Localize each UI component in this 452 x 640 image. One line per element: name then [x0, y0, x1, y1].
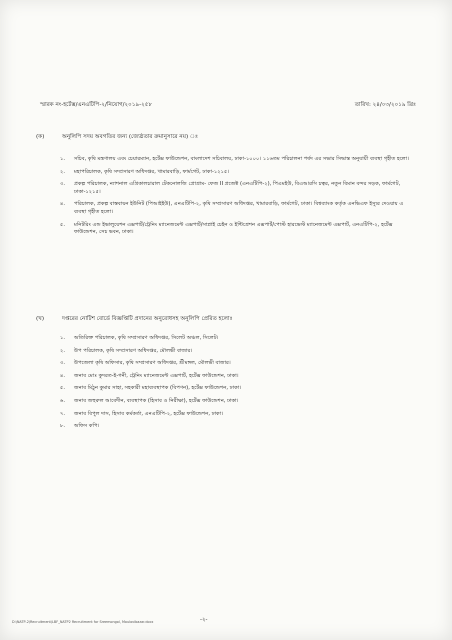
- section-kh-mark: (খ): [36, 316, 45, 322]
- list-item: ২. উপ পরিচালক, কৃষি সম্প্রসারণ অধিদপ্তর, মৌলভী বাজার।: [60, 347, 193, 354]
- section-k-heading: [36, 133, 198, 142]
- list-item: ১. সচিব, কৃষি মন্ত্রণালয় এবং চেয়ারম্যান, হর্টেক্স ফাউন্ডেশন, বাংলাদেশ সচিবালয়, ঢাকা-১০০০। ১১৬তম পরিচালনা পর্ষদ এর সভার সিদ্ধান্ত অনুযায়ী ব্যবস্থা গৃহীত হলো।: [60, 156, 410, 162]
- list-item: ২. মহাপরিচালক, কৃষি সম্প্রসারণ অধিদপ্তর, খামারবাড়ি, ফার্মগেট, ঢাকা-১২১৫।: [60, 168, 230, 175]
- section-kh-heading: [36, 315, 233, 324]
- memo-number: স্মারক নং-হর্টেক্স/এনএটিপি-২/নিয়োগ/২০১৯-২৫৮: [40, 102, 152, 108]
- memo-reference-line: [40, 101, 416, 110]
- list-item: ৫. মনিটরিং এন্ড ইভালুয়েশন এক্সপার্ট/ট্রেনিং ম্যানেজমেন্ট এক্সপার্ট/সাপ্লাই চেইন ও ইন্টিগ্রেশন এক্সপার্ট/পোস্ট হারভেস্ট ম্যানেজমেন্ট এক্সপার্ট, এনএটিপি-২, হর্টেক্স ফাউন্ডেশন, সেচ ভবন, ঢাকা।: [60, 221, 393, 236]
- footer-file-path: D:\NATP-2\Recruitment\LBF_NATP2 Recruitment for Sreemongol, Moulovibazar.docx: [12, 620, 154, 624]
- memo-date: তারিখ: ২৪/০৩/২০১৯ খ্রিঃ: [354, 102, 416, 108]
- list-item: ৪. জনাব মোঃ কুদরত-ই-গনী, ট্রেনিং ম্যানেজমেন্ট এক্সপার্ট, হর্টেক্স ফাউন্ডেশন, ঢাকা।: [60, 372, 239, 379]
- section-k-title: অনুলিপি সদয় অবগতির জন্য (জ্যেষ্ঠতার ক্রমানুসারে নয়) ঃ: [62, 134, 199, 140]
- list-item: ৪. পরিচালক, প্রকল্প বাস্তবায়ন ইউনিট (পিআইইউ), এনএটিপি-২, কৃষি সম্প্রসারণ অধিদপ্তর, খামারবাড়ি, ফার্মগেট, ঢাকা। বিশ্বব্যাংক কর্তৃক এনভিএফ ইস্যুর দেওয়ায় এ ব্যবস্থা গৃহীত হলো।: [60, 201, 404, 215]
- list-item: ৮. অফিস কপি।: [60, 423, 100, 430]
- section-k-mark: (ক): [36, 134, 45, 140]
- section-kh-title: দপ্তরের নোটিশ বোর্ডে বিজ্ঞপ্তিটি প্রদানের অনুরোধসহ অনুলিপি প্রেরিত হলোঃ: [62, 316, 233, 322]
- list-item: ৩. প্রকল্প পরিচালক, ন্যাশনাল এগ্রিকালচারাল টেকনোলজি প্রোগ্রাম- ফেজ II প্রজেক্ট (এনএটিপি-২), পিএমইউ, বিএআরসি চত্বর, নতুন বিমান বন্দর সড়ক, ফার্মগেট, ঢাকা-১২১৫।: [60, 181, 401, 195]
- list-item: ৩. উপজেলা কৃষি অফিসার, কৃষি সম্প্রসারণ অধিদপ্তর, শ্রীমঙ্গল, মৌলভী বাজার।: [60, 360, 231, 367]
- section-k-list: [60, 156, 412, 242]
- list-item: ৭. জনাব বিপুল দাস, হিসাব কর্মকর্তা, এনএটিপি-২, হর্টেক্স ফাউন্ডেশন, ঢাকা।: [60, 410, 224, 417]
- section-kh-list: [60, 335, 412, 436]
- list-item: ১. অতিরিক্ত পরিচালক, কৃষি সম্প্রসারণ অধিদপ্তর, সিলেট অঞ্চল, সিলেট।: [60, 335, 219, 341]
- page-number: -২-: [200, 617, 208, 623]
- list-item: ৬. জনাব জহুরুল আবেদীন, ব্যবস্থাপক (হিসাব ও নিরীক্ষা), হর্টেক্স ফাউন্ডেশন, ঢাকা।: [60, 397, 239, 404]
- list-item: ৫. জনাব মিঠুন কুমার সাহা, সহকারী মহাব্যবস্থাপক (বিপণন), হর্টেক্স ফাউন্ডেশন, ঢাকা।: [60, 385, 242, 392]
